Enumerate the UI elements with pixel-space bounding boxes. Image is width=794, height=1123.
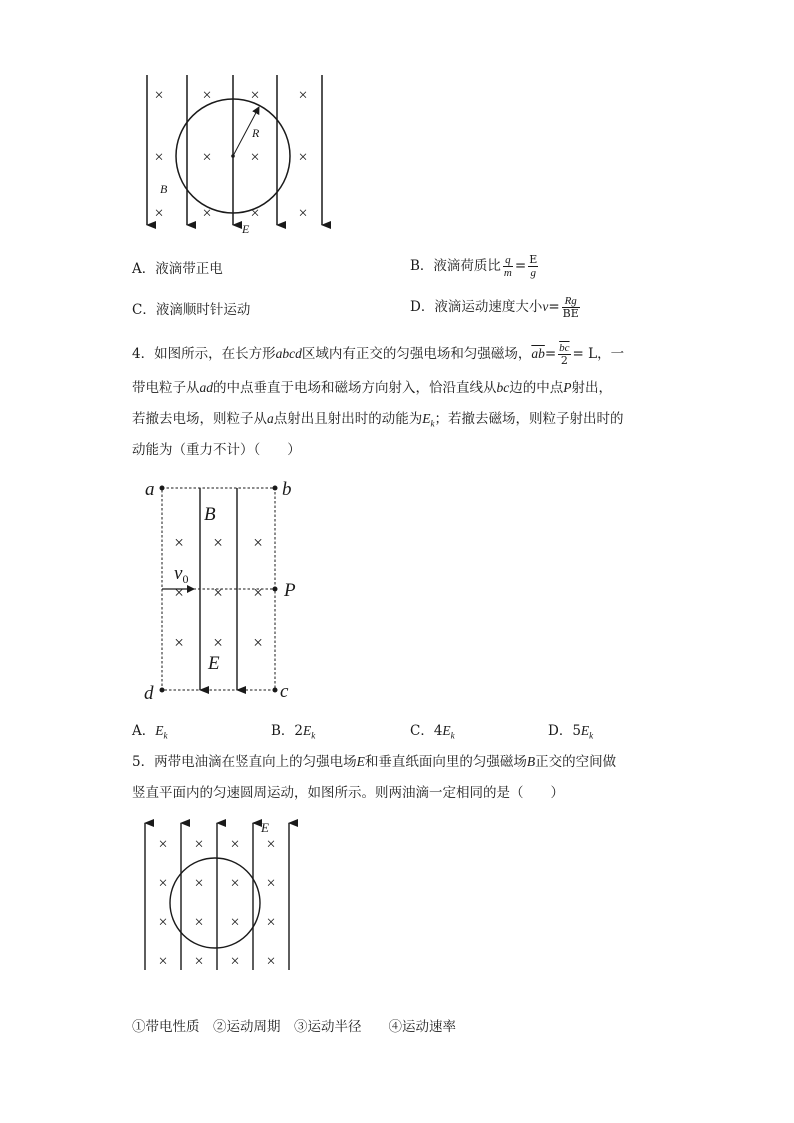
label-B: B — [160, 182, 168, 196]
q5-choices: ①带电性质 ②运动周期 ③运动半径 ④运动速率 — [132, 1019, 456, 1035]
fraction-e-over-g: $\frac{E}{g}$ — [529, 253, 538, 279]
svg-text:×: × — [202, 87, 212, 104]
fraction-q-over-m: $\frac{q}{m}$ — [503, 254, 512, 279]
svg-text:×: × — [298, 149, 308, 166]
svg-text:×: × — [266, 953, 276, 970]
q5-line-1: 5．两带电油滴在竖直向上的匀强电场E和垂直纸面向里的匀强磁场B正交的空间做 — [132, 754, 617, 770]
trajectory-circle — [170, 858, 260, 948]
svg-text:×: × — [253, 633, 263, 652]
svg-text:×: × — [194, 875, 204, 892]
svg-text:×: × — [266, 875, 276, 892]
label-R: R — [252, 126, 260, 140]
svg-text:×: × — [230, 953, 240, 970]
label-E: E — [261, 820, 269, 835]
svg-text:×: × — [253, 583, 263, 602]
fraction-rg-over-be: $\frac{Rg}{BE}$ — [562, 295, 579, 320]
svg-text:×: × — [174, 583, 184, 602]
label-B-field: B — [204, 504, 216, 525]
svg-text:×: × — [213, 533, 223, 552]
label-E: E — [242, 222, 250, 236]
svg-text:×: × — [194, 914, 204, 931]
fraction-bc-over-2: $\frac{\overline{bc}}{2}$ — [559, 342, 570, 367]
svg-text:×: × — [158, 836, 168, 853]
figure-1-field-diagram — [130, 70, 340, 240]
q4-option-c: C．$4E_k$ — [410, 723, 455, 741]
svg-text:×: × — [266, 914, 276, 931]
svg-text:×: × — [298, 87, 308, 104]
svg-text:×: × — [230, 875, 240, 892]
svg-text:×: × — [158, 953, 168, 970]
q3-option-b: B．液滴荷质比 $\frac{q}{m}$ = $\frac{E}{g}$ — [410, 253, 538, 279]
q4-line-2: 带电粒子从ad的中点垂直于电场和磁场方向射入，恰沿直线从bc边的中点P射出， — [132, 380, 612, 396]
q4-option-b: B．$2E_k$ — [271, 723, 316, 741]
svg-text:×: × — [202, 205, 212, 222]
svg-text:×: × — [154, 87, 164, 104]
electric-field-lines — [147, 75, 322, 225]
label-d: d — [144, 683, 154, 704]
svg-text:×: × — [213, 583, 223, 602]
svg-text:×: × — [213, 633, 223, 652]
label-a: a — [145, 479, 155, 500]
svg-text:×: × — [230, 914, 240, 931]
svg-text:×: × — [250, 149, 260, 166]
label-b: b — [282, 479, 292, 500]
label-c: c — [280, 681, 289, 702]
label-P: P — [284, 580, 296, 601]
q3-option-c: C．液滴顺时针运动 — [132, 302, 251, 318]
svg-text:×: × — [158, 914, 168, 931]
svg-text:×: × — [266, 836, 276, 853]
svg-text:×: × — [174, 633, 184, 652]
svg-text:×: × — [298, 205, 308, 222]
svg-text:×: × — [253, 533, 263, 552]
svg-text:×: × — [230, 836, 240, 853]
svg-text:×: × — [158, 875, 168, 892]
svg-text:×: × — [202, 149, 212, 166]
q5-line-2: 竖直平面内的匀速圆周运动，如图所示。则两油滴一定相同的是（ ） — [132, 785, 564, 801]
q3-option-a: A．液滴带正电 — [132, 261, 223, 277]
q4-option-d: D．$5E_k$ — [548, 723, 594, 741]
label-E-field: E — [208, 653, 220, 674]
svg-text:×: × — [154, 205, 164, 222]
q4-option-a: A．$E_k$ — [132, 723, 168, 741]
svg-text:×: × — [194, 953, 204, 970]
magnetic-field-crosses — [174, 533, 263, 652]
figure-3-upward-field — [130, 815, 305, 975]
q4-line-4: 动能为（重力不计）（ ） — [132, 442, 301, 458]
q4-line-3: 若撤去电场，则粒子从a点射出且射出时的动能为$E_k$；若撤去磁场，则粒子射出时的 — [132, 411, 624, 429]
svg-text:×: × — [194, 836, 204, 853]
magnetic-field-crosses — [154, 87, 307, 222]
label-v0: $v_0$ — [174, 563, 189, 586]
q4-line-1: 4．如图所示，在长方形abcd区域内有正交的匀强电场和匀强磁场，$\overline{ab}=$ $\frac{\overline{bc}}{2}$ = L，一 — [132, 342, 625, 367]
figure-2-rectangle-field — [138, 475, 318, 705]
q3-option-d: D．液滴运动速度大小v= $\frac{Rg}{BE}$ — [410, 295, 579, 320]
svg-text:×: × — [250, 205, 260, 222]
svg-text:×: × — [154, 149, 164, 166]
svg-text:×: × — [174, 533, 184, 552]
svg-text:×: × — [250, 87, 260, 104]
